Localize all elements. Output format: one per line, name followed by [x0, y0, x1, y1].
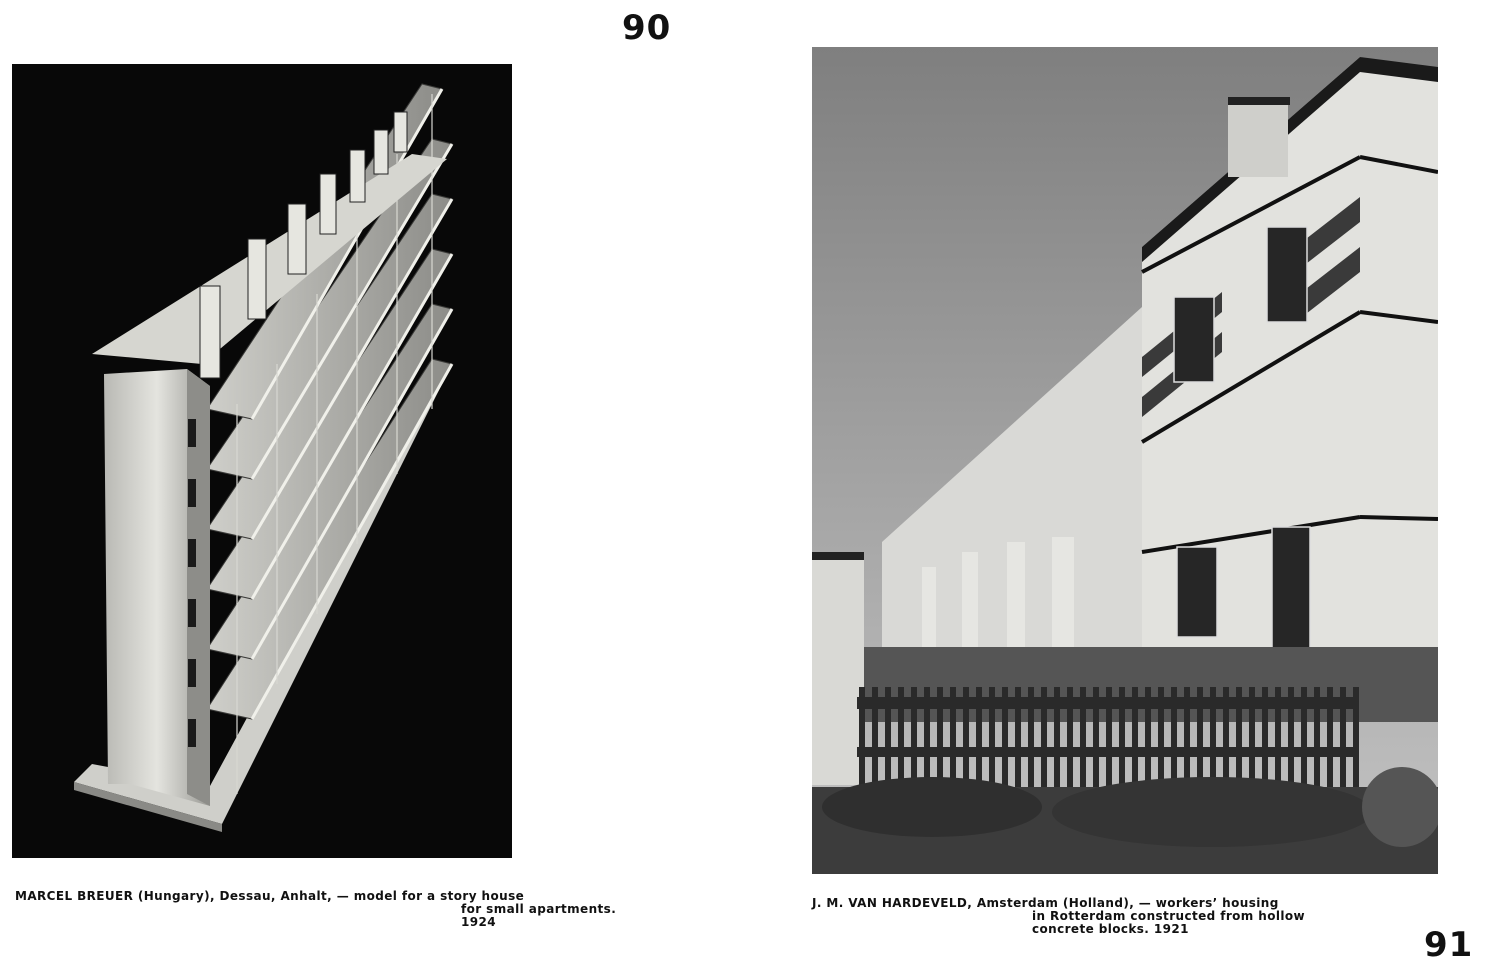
- caption-left-line-1: MARCEL BREUER (Hungary), Dessau, Anhalt, — model for a story house: [15, 889, 525, 903]
- photo-breuer-model: [12, 64, 512, 858]
- caption-right-line-2: in Rotterdam constructed from hollow: [1032, 909, 1306, 923]
- caption-right-line-1: J. M. VAN HARDEVELD, Amsterdam (Holland), — workers’ housing: [812, 896, 1279, 910]
- page-number-left: 90: [622, 8, 672, 48]
- caption-right-line-3: concrete blocks. 1921: [1032, 922, 1189, 936]
- caption-left-line-2: for small apartments.: [461, 902, 617, 916]
- caption-left: [15, 890, 616, 929]
- photo-van-hardeveld-housing: [812, 47, 1438, 874]
- page-number-right: 91: [1424, 925, 1474, 965]
- caption-left-line-3: 1924: [461, 915, 496, 929]
- caption-right: [812, 897, 1305, 936]
